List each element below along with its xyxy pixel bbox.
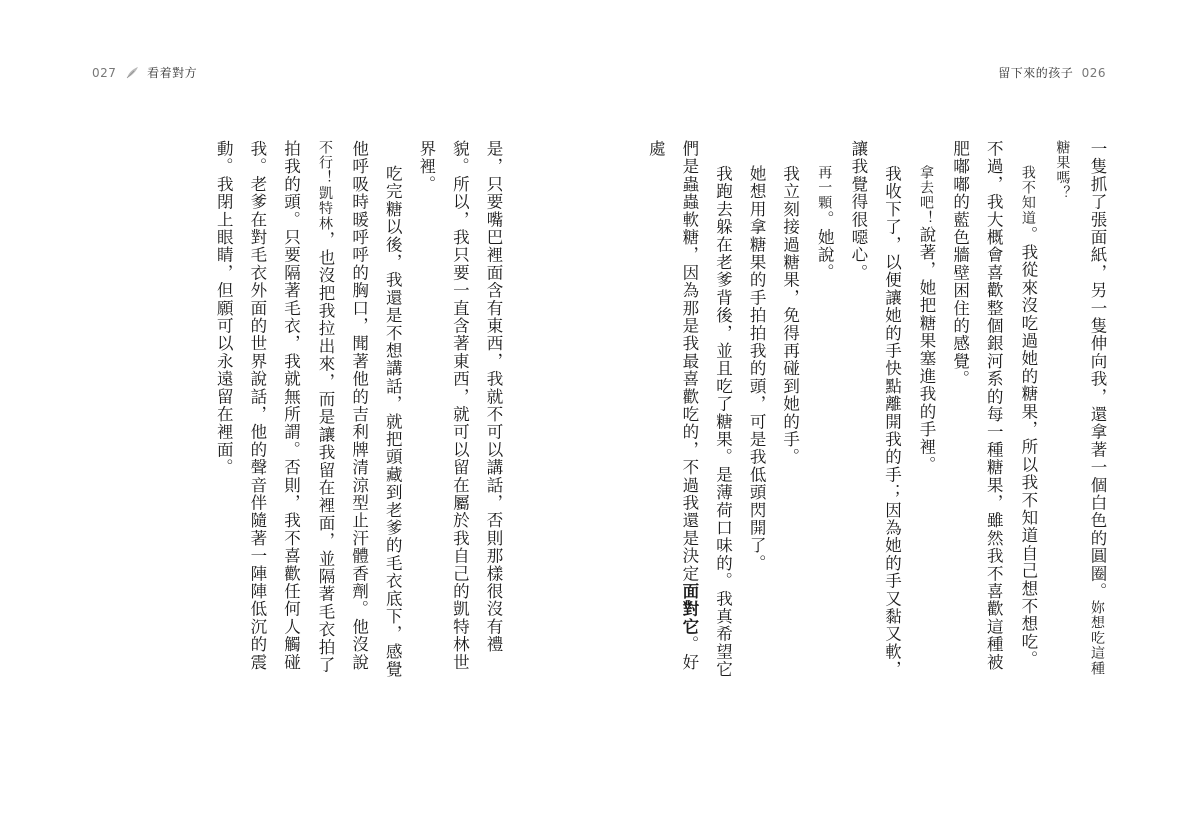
- paragraph: [773, 140, 807, 680]
- right-running-title: 留下來的孩子: [998, 66, 1074, 80]
- right-page-body: [646, 140, 1114, 680]
- body-text-run: 。她說。: [815, 210, 835, 282]
- body-text-run: 。我從來沒吃過她的糖果，所以我不知道自己想不想吃。不過，我大概會喜歡整個銀河系的每一種糖果，雖然我不喜歡這種被肥嘟嘟的藍色牆壁困住的感覺。: [950, 140, 1038, 671]
- body-text-run: 我跑去躲在老爹背後，並且吃了糖果。是薄荷口味的。我真希望它們是蟲蟲軟糖，因為那是我最喜歡吃的，不過我還是決定: [679, 140, 733, 679]
- leaf-ornament-icon: [125, 66, 139, 80]
- right-page: [600, 0, 1200, 831]
- left-page-number: 027: [92, 66, 117, 80]
- left-running-title: 看着對方: [147, 66, 198, 80]
- paragraph: [841, 140, 908, 680]
- body-text-run: 她想用拿糖果的手拍拍我的頭，可是我低頭閃開了。: [747, 164, 767, 572]
- emphasis-text: 面對它: [679, 582, 699, 636]
- dialogue-text: 我不知道: [1019, 164, 1036, 226]
- dialogue-text: 妳想吃這種糖果嗎？: [1054, 140, 1105, 677]
- right-page-number: 026: [1081, 66, 1106, 80]
- paragraph: [739, 140, 773, 680]
- paragraph: [807, 140, 842, 680]
- paragraph: [908, 140, 943, 680]
- body-text-run: 一隻抓了張面紙，另一隻伸向我，還拿著一個白色的圓圈。: [1088, 140, 1107, 601]
- paragraph: [409, 140, 510, 680]
- paragraph: [1045, 140, 1114, 680]
- dialogue-text: 拿去吧！: [918, 164, 935, 226]
- body-text-run: 是，只要嘴巴裡面含有東西，我就不可以講話，否則那樣很沒有禮貌。所以，我只要一直含著東西，就可以留在屬於我自己的凱特林世界裡。: [416, 140, 503, 671]
- body-text-run: 吃完糖以後，我還是不想講話，就把頭藏到老爹的毛衣底下，感覺他呼吸時暖呼呼的胸口，聞著他的吉利牌清涼型止汗體香劑。他沒說: [349, 140, 403, 679]
- body-text-run: 說著，她把糖果塞進我的手裡。: [917, 225, 937, 474]
- paragraph: [943, 140, 1045, 680]
- dialogue-text: 不行！凱特林: [317, 140, 334, 232]
- left-folio: [92, 64, 201, 81]
- body-text-run: 我收下了，以便讓她的手快點離開我的手；因為她的手又黏又軟，讓我覺得很噁心。: [848, 140, 902, 679]
- left-page-body: [214, 140, 510, 680]
- dialogue-text: 再一顆: [816, 164, 833, 211]
- body-text-run: 我立刻接過糖果，免得再碰到她的手。: [780, 164, 800, 466]
- body-text-run: ，也沒把我拉出來，而是讓我留在裡面，並隔著毛衣拍了拍我的頭。只要隔著毛衣，我就無所謂。否則，我不喜歡任何人觸碰我。老爹在對毛衣外面的世界說話，他的聲音伴隨著一陣陣低沉的震動。我閉上眼睛，但願可以永遠留在裡面。: [214, 140, 336, 674]
- paragraph: [639, 140, 740, 680]
- body-text-run: 。好處: [646, 140, 699, 672]
- paragraph: [207, 140, 410, 680]
- right-folio: [994, 64, 1106, 81]
